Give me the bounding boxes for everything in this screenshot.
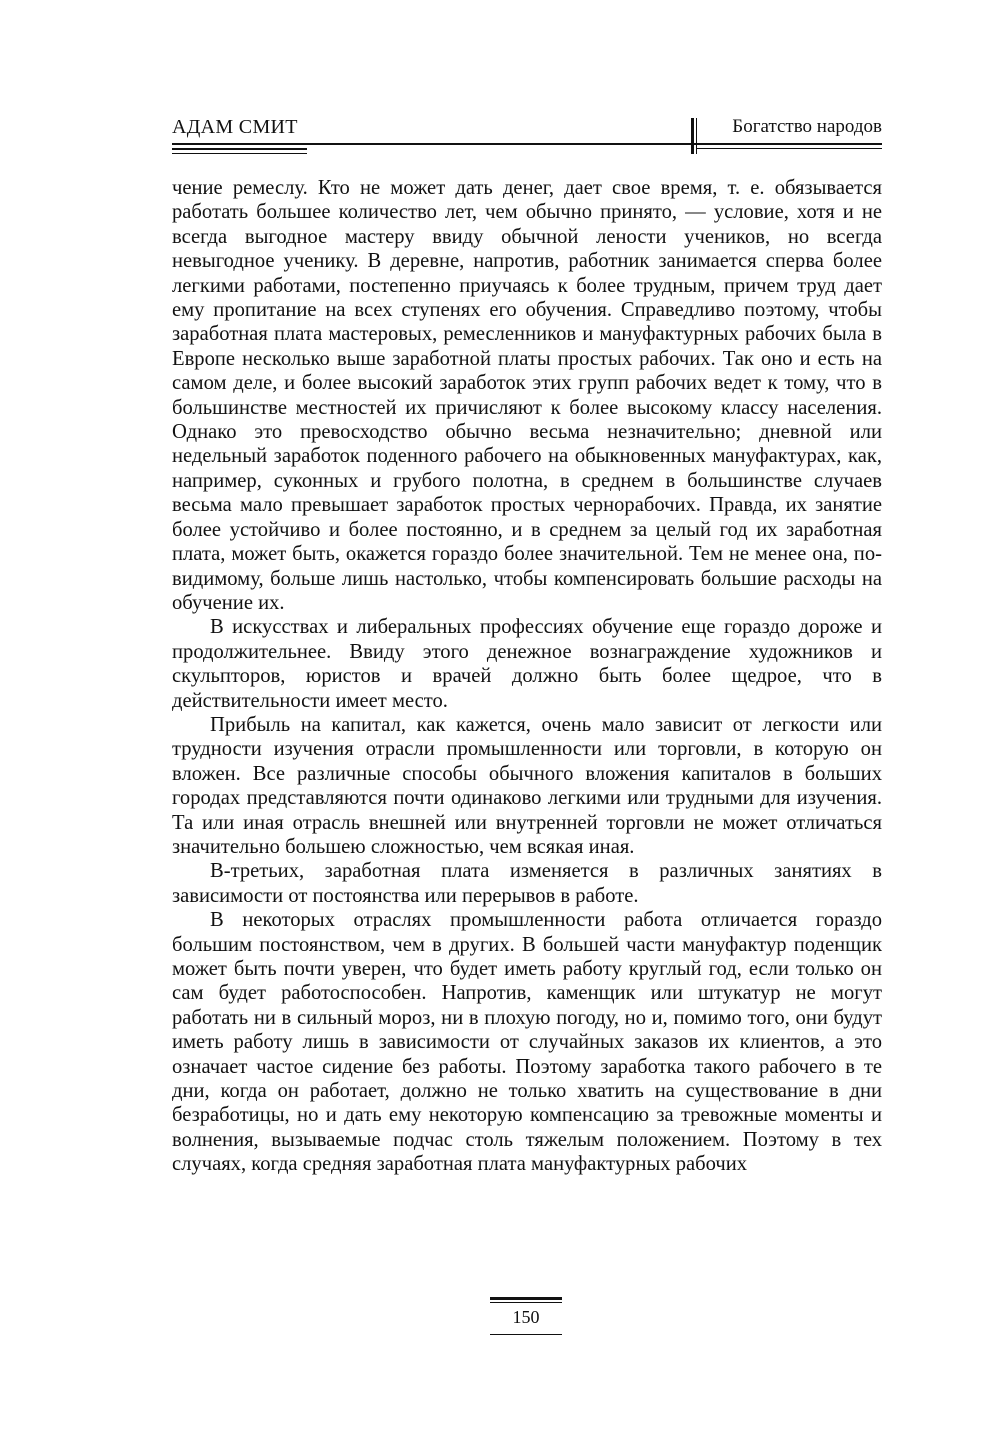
running-head-author: АДАМ СМИТ bbox=[172, 116, 298, 138]
paragraph: Прибыль на капитал, как кажется, очень мало зависит от легкости или трудности изучения отрасли промышленности или торговли, в которую он вложен. Все различные способы обычного вложения капиталов в больших городах представляются почти одинаково легкими или трудными для изучения. Та или иная отрасль внешней или внутренней торговли не может отличаться значительно большею сложностью, чем всякая иная. bbox=[172, 713, 882, 858]
paragraph: чение ремеслу. Кто не может дать денег, дает свое время, т. е. обязывается работать большее количество лет, чем обычно принято, — условие, хотя и не всегда выгодное мастеру ввиду обычной лености учеников, но всегда невыгодное ученику. В деревне, напротив, работник занимается сперва более легкими работами, постепенно приучаясь к более трудным, причем труд дает ему пропитание на всех ступенях его обучения. Справедливо поэтому, чтобы заработная плата мастеровых, ремесленников и мануфактурных рабочих была в Европе несколько выше заработной платы простых рабочих. Так оно и есть на самом деле, и более высокий заработок этих групп рабочих ведет к тому, что в большинстве местностей их причисляют к более высокому классу населения. Однако это превосходство обычно весьма незначительно; дневной или недельный заработок поденного рабочего на обыкновенных мануфактурах, как, например, суконных и грубого полотна, в среднем в большинстве случаев весьма мало превышает заработок простых чернорабочих. Правда, их занятие более устойчиво и более постоянно, и в среднем за целый год их заработная плата, может быть, окажется гораздо более значительной. Тем не менее она, по-видимому, больше лишь настолько, чтобы компенсировать большие расходы на обучение их. bbox=[172, 177, 882, 614]
footer-rule-bottom bbox=[490, 1334, 562, 1335]
header-rule-divider-thin bbox=[696, 118, 697, 154]
running-header bbox=[172, 112, 882, 157]
header-rule-ornament-left bbox=[172, 148, 307, 150]
footer-rule-top bbox=[490, 1297, 562, 1300]
page-body bbox=[172, 176, 882, 1177]
header-rule bbox=[172, 143, 882, 145]
running-head-book-title: Богатство народов bbox=[732, 116, 882, 137]
paragraph: В-третьих, заработная плата изменяется в различных занятиях в зависимости от постоянства или перерывов в работе. bbox=[172, 860, 882, 907]
paragraph: В искусствах и либеральных профессиях обучение еще гораздо дороже и продолжительнее. Ввиду этого денежное вознаграждение художников и скульпторов, юристов и врачей должно быть более щедрое, что в действительности имеет место. bbox=[172, 616, 882, 712]
header-rule-ornament-left-thin bbox=[172, 153, 307, 154]
page-footer bbox=[490, 1297, 562, 1339]
header-rule-divider bbox=[691, 118, 694, 154]
page-number: 150 bbox=[512, 1307, 540, 1327]
header-rule-ornament-right bbox=[697, 148, 882, 149]
paragraph: В некоторых отраслях промышленности работа отличается гораздо большим постоянством, чем в других. В большей части мануфактур поденщик может быть почти уверен, что будет иметь работу круглый год, если только он сам будет работоспособен. Напротив, каменщик или штукатур не могут работать ни в сильный мороз, ни в плохую погоду, но и, помимо того, они будут иметь работу лишь в зависимости от случайных заказов их клиентов, а это означает частое сидение без работы. Поэтому заработка такого рабочего в те дни, когда он работает, должно не только хватить на существование в дни безработицы, но и дать ему некоторую компенсацию за тревожные моменты и волнения, вызываемые подчас столь тяжелым положением. Поэтому в тех случаях, когда средняя заработная плата мануфактурных рабочих bbox=[172, 909, 882, 1176]
footer-rule-top-thin bbox=[490, 1302, 562, 1303]
